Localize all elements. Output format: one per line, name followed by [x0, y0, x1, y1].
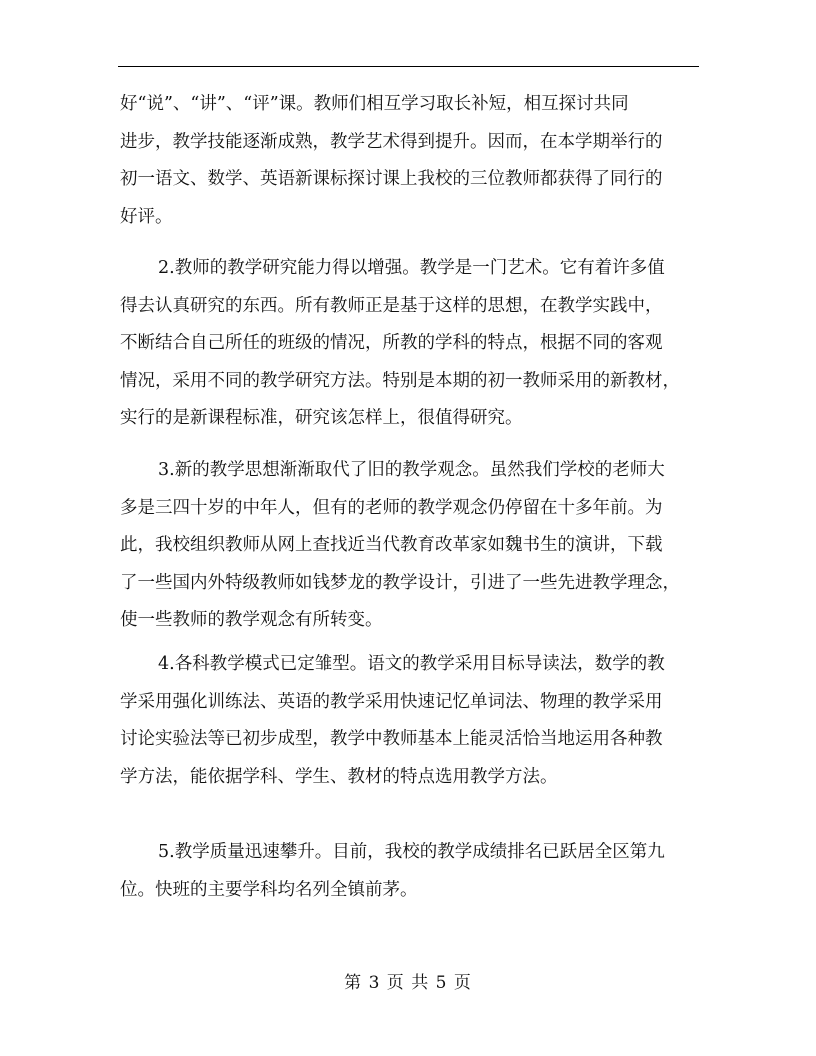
text-line: 好评。 — [120, 206, 173, 227]
text-line: 了一些国内外特级教师如钱梦龙的教学设计，引进了一些先进教学理念， — [120, 572, 680, 593]
text-line: 学采用强化训练法、英语的教学采用快速记忆单词法、物理的教学采用 — [120, 691, 663, 712]
paragraph-item-5 — [120, 834, 705, 909]
text-line: 不断结合自己所任的班级的情况，所教的学科的特点，根据不同的客观 — [120, 333, 663, 353]
text-line: 3.新的教学思想渐渐取代了旧的教学观念。虽然我们学校的老师大 — [158, 460, 665, 480]
paragraph-item-3 — [120, 452, 705, 640]
text-line: 得去认真研究的东西。所有教师正是基于这样的思想，在教学实践中， — [120, 295, 663, 316]
header-rule — [118, 66, 699, 67]
text-line: 多是三四十岁的中年人，但有的老师的教学观念仍停留在十多年前。为 — [120, 497, 663, 518]
text-line: 学方法，能依据学科、学生、教材的特点选用教学方法。 — [120, 766, 558, 787]
paragraph-item-2 — [120, 250, 705, 438]
paragraph-continuation — [120, 86, 705, 236]
text-line: 5.教学质量迅速攀升。目前，我校的教学成绩排名已跃居全区第九 — [158, 842, 665, 862]
text-line: 2.教师的教学研究能力得以增强。教学是一门艺术。它有着许多值 — [158, 258, 665, 278]
text-line: 使一些教师的教学观念有所转变。 — [120, 610, 383, 630]
text-line: 此，我校组织教师从网上查找近当代教育改革家如魏书生的演讲，下载 — [120, 535, 663, 555]
text-line: 讨论实验法等已初步成型，教学中教师基本上能灵活恰当地运用各种教 — [120, 729, 663, 749]
paragraph-item-4 — [120, 646, 705, 796]
page-number-footer: 第 3 页 共 5 页 — [344, 973, 472, 993]
text-line: 情况，采用不同的教学研究方法。特别是本期的初一教师采用的新教材， — [120, 370, 680, 391]
text-line: 进步，教学技能逐渐成熟，教学艺术得到提升。因而，在本学期举行的 — [120, 131, 663, 152]
text-line: 好“说”、“讲”、“评”课。教师们相互学习取长补短，相互探讨共同 — [120, 94, 629, 114]
text-line: 位。快班的主要学科均名列全镇前茅。 — [120, 879, 418, 900]
text-line: 实行的是新课程标准，研究该怎样上，很值得研究。 — [120, 408, 523, 428]
text-line: 初一语文、数学、英语新课标探讨课上我校的三位教师都获得了同行的 — [120, 169, 663, 189]
text-line: 4.各科教学模式已定雏型。语文的教学采用目标导读法，数学的教 — [158, 654, 665, 674]
